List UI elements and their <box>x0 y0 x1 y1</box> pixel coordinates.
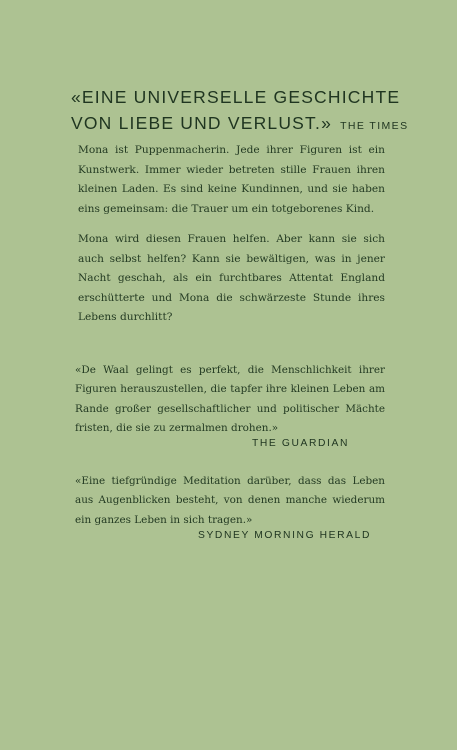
review-quote-2: «Eine tiefgründige Meditation darüber, dass das Leben aus Augenblicken besteht, von denen manche wiederum ein ganzes Leben in sich tragen.» <box>75 475 385 526</box>
headline-quote <box>71 84 411 139</box>
headline-text: «EINE UNIVERSELLE GESCHICHTE VON LIEBE UND VERLUST.» <box>71 87 401 133</box>
blurb-paragraph-2: Mona wird diesen Frauen helfen. Aber kann sie sich auch selbst helfen? Kann sie bewältigen, was in jener Nacht geschah, als ein furchtbares Attentat England erschütterte und Mona die schwärzeste Stunde ihres Lebens durchlitt? <box>78 233 385 324</box>
headline-source: THE TIMES <box>340 120 409 132</box>
review-source-2: SYDNEY MORNING HERALD <box>198 530 372 541</box>
blurb-paragraph-1: Mona ist Puppenmacherin. Jede ihrer Figuren ist ein Kunstwerk. Immer wieder betreten stille Frauen ihren kleinen Laden. Es sind keine Kundinnen, und sie haben eins gemeinsam: die Trauer um ein totgeborenes Kind. <box>78 144 385 215</box>
review-quote-1: «De Waal gelingt es perfekt, die Menschlichkeit ihrer Figuren herauszustellen, die tapfer ihre kleinen Leben am Rande großer gesellschaftlicher und politischer Mächte fristen, die sie zu zermalmen drohen.» <box>75 364 385 435</box>
review-source-1: THE GUARDIAN <box>252 438 350 449</box>
